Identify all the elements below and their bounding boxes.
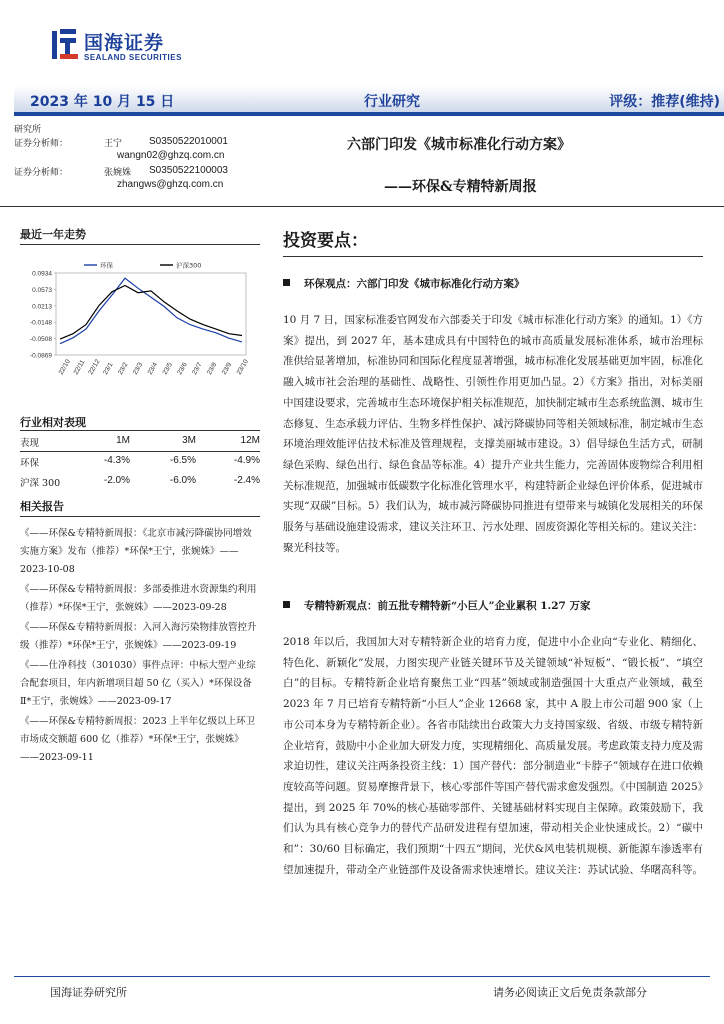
cell-12m: -2.4% — [233, 475, 260, 486]
series-line-environment — [60, 278, 242, 344]
company-logo — [50, 27, 190, 69]
x-tick-label: 23/5 — [161, 361, 174, 376]
x-tick-label: 22/10 — [57, 358, 72, 376]
footer-institute: 国海证券研究所 — [50, 986, 127, 999]
column-header: 12M — [240, 435, 260, 446]
section-body-specialized: 2018 年以后，我国加大对专精特新企业的培育力度，促进中小企业向“专业化、精细化、特色化、新颖化”发展，力图实现产业链关键环节及关键领域“补短板”、“锻长板”、“填空白”的目标。专精特新企业培育聚焦工业“四基”领域或制造强国十大重点产业领域，截至 2023 年 7 月已培育专精特新“小巨人”企业 12668 家，其中 A 股上市公司超 900 家（上市公司本身为专精特新企业）。各省市陆续出台政策大力支持国家级、省级、市级专精特新企业培育，鼓励中小企业加大研发力度，实现精细化、高质量发展。考虑政策支持力度及需求迫切性，建议关注两条投资主线：1）国产替代：部分制造业“卡脖子”领域存在进口依赖度较高等问题。贸易摩擦背景下，核心零部件等国产替代需求愈发强烈。《中国制造 2025》提出，到 2025 年 70%的核心基础零部件、关键基础材料实现自主保障。政策鼓励下，我们认为具有核心竞争力的替代产品研发进程有望加速，带动相关企业快速成长。2）“碳中和”：30/60 目标确定，我们预期“十四五”期间，光伏&风电装机规模、新能源车渗透率有望加速提升，带动全产业链部件及设备需求快速增长。建议关注：苏试试验、华曙高科等。 — [283, 636, 703, 876]
list-item[interactable]: 《——环保&专精特新周报：《北京市减污降碳协同增效实施方案》发布（推荐）*环保*王宁，张婉姝》——2023-10-08 — [20, 528, 252, 575]
x-tick-label: 23/3 — [131, 361, 145, 376]
y-tick-label: 0.0213 — [32, 303, 52, 311]
brand-name-en: SEALAND SECURITIES — [84, 53, 182, 62]
square-bullet-icon — [283, 279, 290, 286]
row-name: 沪深 300 — [20, 478, 61, 489]
column-header: 3M — [182, 435, 196, 446]
analyst-email[interactable]: wangn02@ghzq.com.cn — [117, 150, 225, 161]
column-header: 表现 — [20, 438, 40, 449]
section-title-environment: 环保观点：六部门印发《城市标准化行动方案》 — [283, 276, 525, 291]
y-tick-label: -0.0148 — [29, 319, 52, 327]
y-tick-label: 0.0573 — [32, 286, 52, 294]
x-tick-label: 23/9 — [220, 361, 234, 376]
performance-table — [20, 432, 260, 492]
report-subtitle: ——环保&专精特新周报 — [384, 179, 537, 195]
cell-12m: -4.9% — [233, 455, 260, 466]
x-tick-label: 23/4 — [146, 361, 160, 376]
list-item[interactable]: 《——环保&专精特新周报：2023 上半年亿级以上环卫市场成交额超 600 亿（推荐）*环保*王宁，张婉姝》——2023-09-11 — [20, 716, 256, 763]
table-row — [20, 472, 260, 492]
x-tick-label: 23/7 — [191, 361, 204, 376]
analyst-role: 证券分析师： — [14, 168, 69, 178]
x-tick-label: 23/6 — [176, 361, 189, 376]
report-date: 2023 年 10 月 15 日 — [30, 94, 175, 110]
analyst-name: 张婉姝 — [104, 168, 132, 178]
report-title: 六部门印发《城市标准化行动方案》 — [347, 137, 571, 153]
legend-label: 沪深300 — [176, 261, 202, 270]
performance-heading: 行业相对表现 — [20, 416, 86, 429]
list-item[interactable]: 《——仕净科技（301030）事件点评：中标大型产业综合配套项目，年内新增项目超 50 亿（买入）*环保设备Ⅱ*王宁，张婉姝》——2023-09-17 — [20, 660, 256, 707]
series-line-csi300 — [60, 286, 242, 340]
x-tick-label: 23/10 — [235, 358, 250, 376]
report-rating: 评级：推荐(维持) — [609, 94, 720, 110]
investment-divider — [283, 256, 703, 257]
x-tick-label: 22/11 — [72, 358, 87, 376]
investment-heading: 投资要点： — [283, 231, 368, 251]
section-title-specialized: 专精特新观点：前五批专精特新“小巨人”企业累积 1.27 万家 — [283, 598, 590, 613]
brand-name-cn: 国海证券 — [84, 32, 165, 54]
footer-divider — [14, 976, 710, 977]
trend-chart — [20, 255, 260, 390]
y-tick-label: -0.0869 — [29, 352, 52, 360]
analyst-email[interactable]: zhangws@ghzq.com.cn — [117, 179, 224, 190]
x-tick-label: 23/2 — [117, 361, 130, 376]
chart-plot-area — [56, 273, 246, 355]
table-row — [20, 452, 260, 472]
analyst-cert: S0350522010001 — [149, 136, 228, 147]
legend-label: 环保 — [100, 261, 113, 270]
analyst-role: 证券分析师： — [14, 139, 69, 149]
section-body-environment: 10 月 7 日，国家标准委官网发布六部委关于印发《城市标准化行动方案》的通知。1）《方案》提出，到 2027 年，基本建成具有中国特色的城市高质量发展标准体系，城市治理标准供给显著增加，标准协同和国际化程度显著增强，城市标准化发展基础更加牢固，标准化融入城市社会治理的基础性、战略性、引领性作用更加凸显。2）《方案》指出，对标美丽中国建设要求，完善城市生态环境保护相关标准规范，加快制定城市生态系统监测、城市生态修复、生态承载力评估、生物多样性保护、减污降碳协同等相关领域标准，制定城市生态环境治理效能评估技术标准及管理规程，支撑美丽城市建设。3）倡导绿色生活方式，研制绿色采购、绿色出行、绿色食品等标准。4）提升产业共生能力，完善固体废物综合利用相关标准规范，加强城市低碳数字化标准化管理水平，构建特新企业绿色评价体系，促进城市实现“双碳”目标。5）我们认为，城市减污降碳协同推进有望带来与城镇化发展相关的环保服务与基础设施建设需求，建议关注环卫、污水处理、固废资源化等相关标的。建议关注：聚光科技等。 — [283, 314, 703, 554]
reports-divider — [20, 516, 260, 517]
header-divider — [0, 206, 724, 207]
y-tick-label: 0.0934 — [32, 270, 52, 278]
report-type: 行业研究 — [364, 94, 420, 110]
list-item[interactable]: 《——环保&专精特新周报：多部委推进水资源集约利用（推荐）*环保*王宁，张婉姝》——2023-09-28 — [20, 584, 257, 613]
trend-divider — [20, 244, 260, 245]
list-item[interactable]: 《——环保&专精特新周报：入河入海污染物排放管控升级（推荐）*环保*王宁，张婉姝》——2023-09-19 — [20, 622, 257, 651]
square-bullet-icon — [283, 601, 290, 608]
analyst-cert: S0350522100003 — [149, 165, 228, 176]
x-tick-label: 23/8 — [206, 361, 219, 376]
table-header-row — [20, 432, 260, 452]
cell-3m: -6.0% — [169, 475, 196, 486]
analyst-name: 王宁 — [104, 139, 123, 149]
performance-divider — [20, 430, 260, 431]
cell-1m: -2.0% — [103, 475, 130, 486]
x-tick-label: 23/1 — [102, 361, 115, 376]
related-reports — [20, 525, 260, 769]
row-name: 环保 — [20, 458, 40, 469]
cell-1m: -4.3% — [103, 455, 130, 466]
report-banner — [14, 86, 724, 116]
y-tick-label: -0.0508 — [29, 336, 52, 344]
logo-mark-icon — [50, 27, 80, 61]
reports-heading: 相关报告 — [20, 500, 64, 513]
institute-label: 研究所 — [14, 125, 42, 135]
footer-disclaimer: 请务必阅读正文后免责条款部分 — [493, 986, 647, 999]
x-tick-label: 22/12 — [87, 358, 102, 376]
cell-3m: -6.5% — [169, 455, 196, 466]
column-header: 1M — [116, 435, 130, 446]
trend-heading: 最近一年走势 — [20, 228, 86, 241]
